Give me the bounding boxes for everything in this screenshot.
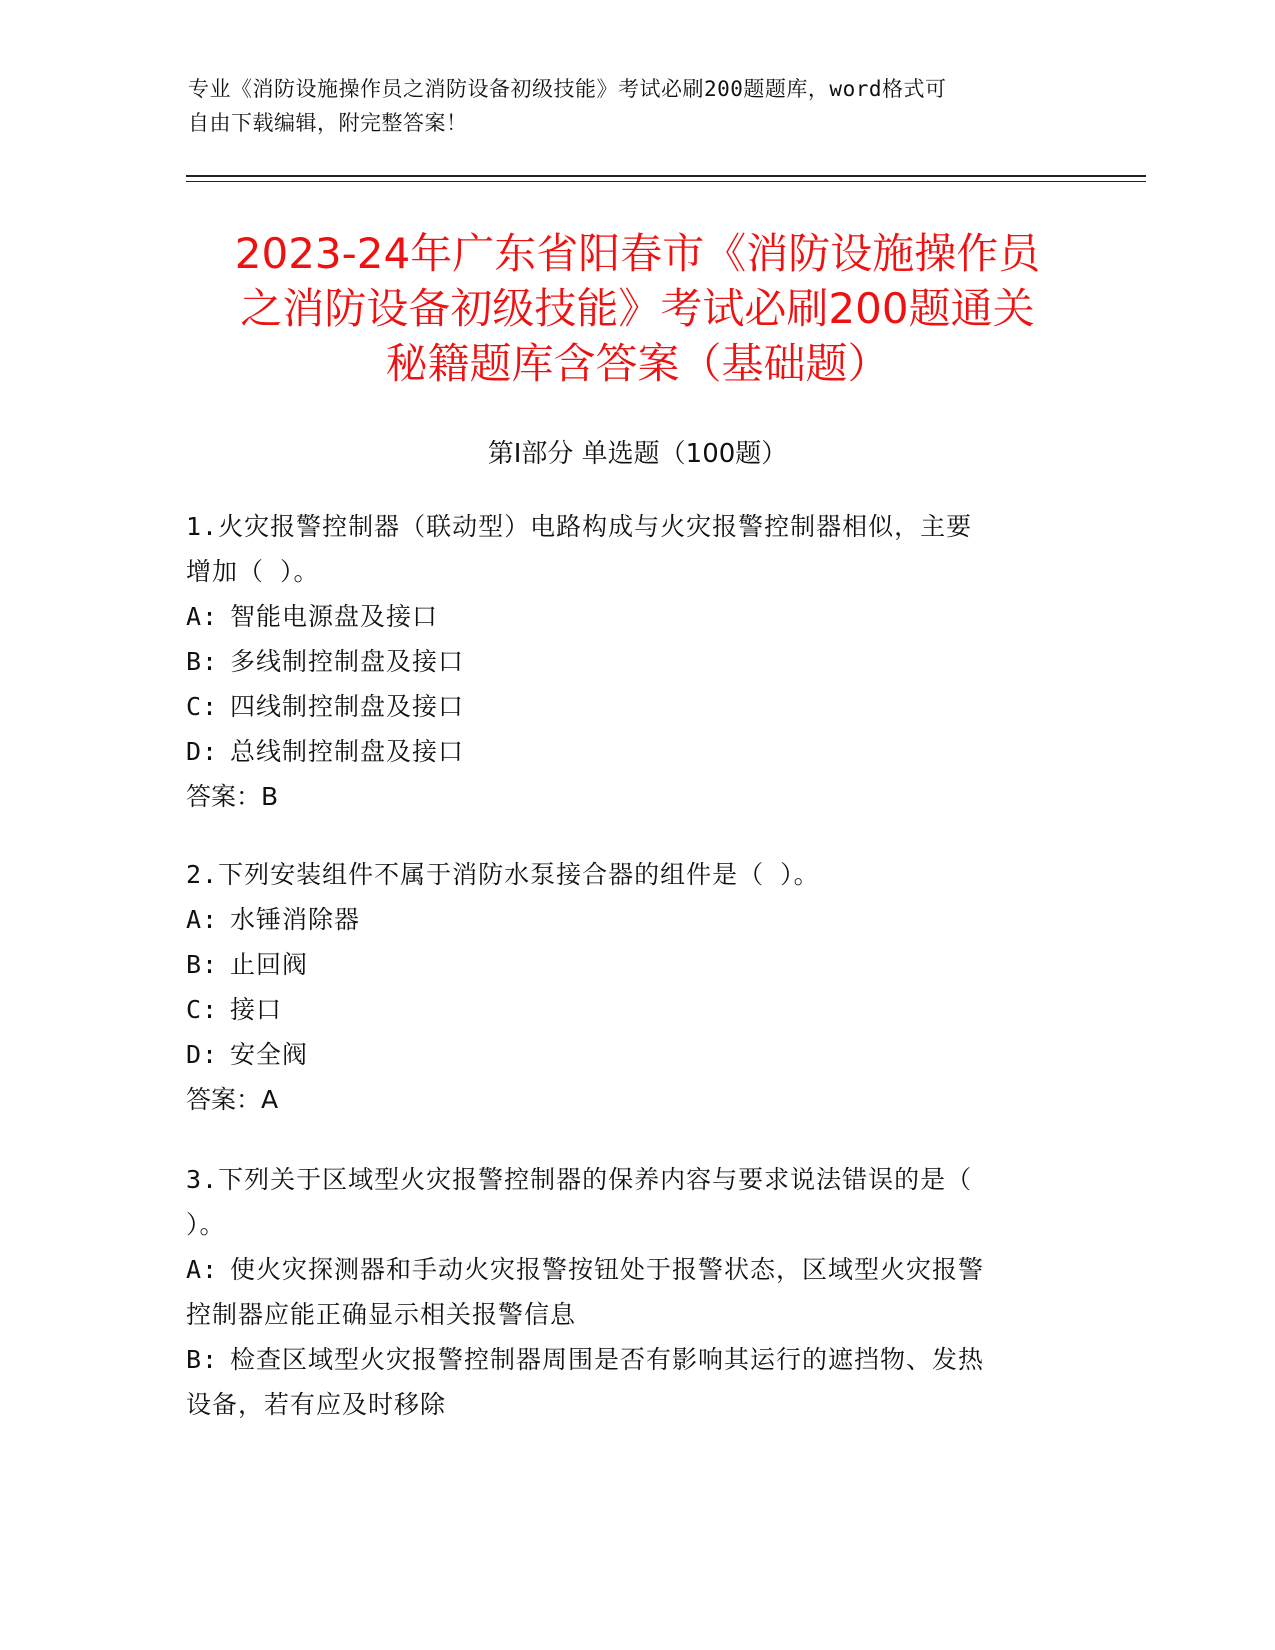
header-note <box>188 72 1088 140</box>
answer: 答案：A <box>186 1085 279 1114</box>
option-text: 多线制控制盘及接口 <box>230 647 465 676</box>
question-stem: ）。 <box>186 1210 226 1239</box>
option-d <box>186 1032 1066 1077</box>
option-letter: A: <box>186 905 219 934</box>
option-a <box>186 897 1066 942</box>
question-3 <box>186 1157 1066 1427</box>
option-text: 接口 <box>230 995 283 1024</box>
option-letter: D: <box>186 1040 219 1069</box>
option-letter: D: <box>186 737 219 766</box>
header-note-line: 自由下载编辑，附完整答案！ <box>188 111 468 135</box>
option-a <box>186 594 1066 639</box>
header-note-line: 专业《消防设施操作员之消防设备初级技能》考试必刷200题题库，word格式可 <box>188 77 947 101</box>
option-b <box>186 942 1066 987</box>
option-text: 四线制控制盘及接口 <box>230 692 465 721</box>
option-text: 检查区域型火灾报警控制器周围是否有影响其运行的遮挡物、发热 <box>230 1345 985 1374</box>
option-text: 安全阀 <box>230 1040 309 1069</box>
option-letter: A: <box>186 1255 219 1284</box>
question-1 <box>186 504 1066 819</box>
title-line: 秘籍题库含答案（基础题） <box>385 339 890 388</box>
title-line: 之消防设备初级技能》考试必刷200题通关 <box>240 284 1035 333</box>
option-b-continued <box>186 1382 1066 1427</box>
option-c <box>186 684 1066 729</box>
option-letter: C: <box>186 692 219 721</box>
question-2 <box>186 852 1066 1122</box>
option-letter: B: <box>186 647 219 676</box>
answer: 答案：B <box>186 782 279 811</box>
option-b <box>186 639 1066 684</box>
option-text: 水锤消除器 <box>230 905 361 934</box>
option-a <box>186 1247 1066 1292</box>
document-title <box>150 226 1125 391</box>
question-stem: 3.下列关于区域型火灾报警控制器的保养内容与要求说法错误的是（ <box>186 1165 973 1194</box>
option-text: 总线制控制盘及接口 <box>230 737 465 766</box>
option-c <box>186 987 1066 1032</box>
option-text: 智能电源盘及接口 <box>230 602 439 631</box>
section-heading: 第Ⅰ部分 单选题（100题） <box>487 439 788 469</box>
option-text: 设备，若有应及时移除 <box>186 1390 447 1419</box>
option-letter: A: <box>186 602 219 631</box>
header-divider-thick <box>186 175 1146 177</box>
header-divider-thin <box>186 181 1146 182</box>
option-letter: B: <box>186 1345 219 1374</box>
option-text: 控制器应能正确显示相关报警信息 <box>186 1300 577 1329</box>
option-letter: B: <box>186 950 219 979</box>
option-a-continued <box>186 1292 1066 1337</box>
option-b <box>186 1337 1066 1382</box>
option-letter: C: <box>186 995 219 1024</box>
title-line: 2023-24年广东省阳春市《消防设施操作员 <box>234 229 1041 278</box>
option-d <box>186 729 1066 774</box>
question-stem: 增加（ ）。 <box>186 557 320 586</box>
option-text: 使火灾探测器和手动火灾报警按钮处于报警状态，区域型火灾报警 <box>230 1255 985 1284</box>
option-text: 止回阀 <box>230 950 309 979</box>
question-stem: 2.下列安装组件不属于消防水泵接合器的组件是（ ）。 <box>186 860 820 889</box>
question-stem: 1.火灾报警控制器（联动型）电路构成与火灾报警控制器相似，主要 <box>186 512 973 541</box>
